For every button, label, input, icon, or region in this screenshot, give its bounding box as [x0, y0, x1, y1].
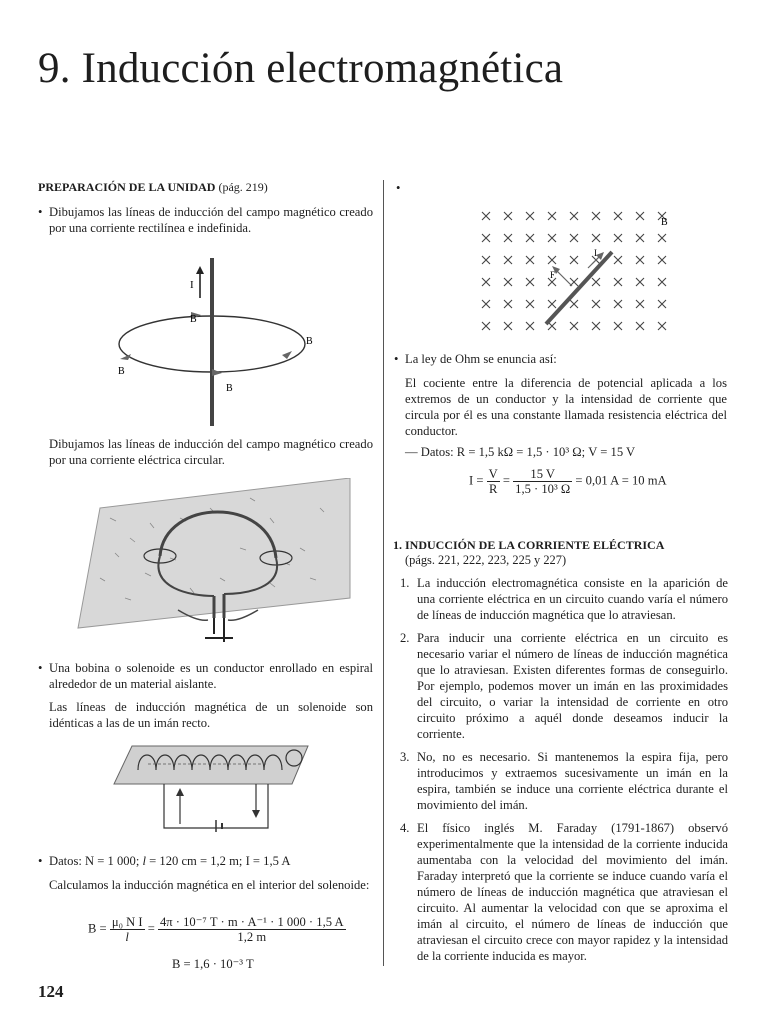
field-cross-mark [526, 278, 534, 286]
figure-circular-loop-field [70, 478, 352, 654]
datos-ohm: — Datos: R = 1,5 kΩ = 1,5 · 10³ Ω; V = 15 V [405, 445, 636, 459]
field-cross-mark [614, 212, 622, 220]
field-cross-mark [636, 322, 644, 330]
fraction-2 [158, 915, 346, 944]
formula-ohm-eq: = [502, 473, 510, 488]
section-heading-preparacion [38, 180, 268, 195]
field-cross-mark [482, 300, 490, 308]
answer-item-3 [400, 749, 728, 813]
paragraph-circular: Dibujamos las líneas de inducción del campo magnético creado por una corriente eléctrica circular. [49, 437, 373, 467]
field-cross-mark [636, 256, 644, 264]
field-cross-mark [504, 278, 512, 286]
field-cross-mark [636, 278, 644, 286]
column-divider [383, 180, 384, 966]
field-cross-mark [614, 300, 622, 308]
field-cross-mark [592, 322, 600, 330]
label-B-top: B [190, 314, 197, 325]
answer-number: 4. [400, 821, 410, 835]
field-cross-mark [636, 300, 644, 308]
field-cross-mark [658, 300, 666, 308]
formula-I-lhs: I = [469, 473, 484, 488]
bullet-figure-marker: • [396, 181, 401, 195]
formula-ohm-result: = 0,01 A = 10 mA [575, 473, 667, 488]
fraction-1-denominator [110, 930, 145, 944]
answer-number: 1. [400, 576, 410, 590]
formula-B-lhs: B = [88, 921, 107, 936]
field-cross-mark [614, 234, 622, 242]
answer-text: Para inducir una corriente eléctrica en un circuito es necesario variar el número de líneas de inducción magnética que lo atraviesan. Existen diferentes formas de conseguirlo. Por ejemplo, podemos mover un imán en las proximidades del circuito, o variar la intensidad de corriente en otro circuito próximo a aquél donde deseamos inducir la corriente. [417, 631, 728, 741]
field-cross-mark [504, 234, 512, 242]
field-cross-mark [592, 234, 600, 242]
field-cross-mark [614, 322, 622, 330]
formula-eq: = [147, 921, 155, 936]
datos-pre: Datos: N = 1 000; [49, 854, 143, 868]
field-cross-mark [570, 234, 578, 242]
formula-solenoid [88, 915, 346, 944]
answer-number: 3. [400, 750, 410, 764]
answer-number: 2. [400, 631, 410, 645]
field-cross-mark [658, 234, 666, 242]
page-number: 124 [38, 982, 64, 1001]
bullet-ohm: • La ley de Ohm se enuncia así: [405, 351, 727, 367]
answer-text: El físico inglés M. Faraday (1791-1867) observó experimentalmente que la intensidad de la corriente inducida aumentaba con la velocidad del movimiento del imán. Faraday interpretó que la corriente se induce cuando varía el número de líneas de inducción magnética que atraviesan el circuito. Al aumentar la velocidad con que se aproxima el imán al circuito, el número de líneas de inducción que atraviesan el circuito crece con mayor rapidez y la intensidad de la corriente inducida es mayor. [417, 821, 728, 963]
figure-solenoid [108, 740, 316, 832]
fraction-ohm-1 [487, 467, 500, 496]
fraction-ohm-2-denominator: 1,5 · 10³ Ω [515, 482, 571, 496]
answer-item-1 [400, 575, 728, 623]
field-cross-mark [636, 234, 644, 242]
field-cross-mark [548, 212, 556, 220]
figure-straight-wire-field [104, 258, 330, 428]
field-cross-mark [614, 278, 622, 286]
label-B-left: B [118, 366, 125, 377]
label-B: B [661, 217, 668, 228]
paragraph-solenoide: Las líneas de inducción magnética de un solenoide son idénticas a las de un imán recto. [49, 700, 373, 730]
figure-magnetic-field-crosses [470, 206, 676, 336]
fraction-ohm-2 [513, 467, 572, 496]
field-cross-mark [526, 300, 534, 308]
field-cross-mark [592, 278, 600, 286]
field-cross-mark [636, 212, 644, 220]
field-cross-mark [482, 212, 490, 220]
answer-text: No, no es necesario. Si mantenemos la espira fija, pero introducimos y extraemos sucesivamente un imán en la espira, también se induce una corriente eléctrica durante el movimiento del imán. [417, 750, 728, 812]
heading-ref: (pág. 219) [218, 180, 268, 194]
field-cross-mark [658, 256, 666, 264]
section-heading-induccion: 1. INDUCCIÓN DE LA CORRIENTE ELÉCTRICA [393, 538, 665, 552]
label-F: F [550, 270, 556, 280]
field-cross-mark [504, 300, 512, 308]
fraction-1-denominator-text: l [125, 930, 129, 944]
field-cross-mark [548, 234, 556, 242]
field-cross-mark [570, 256, 578, 264]
formula-result: B = 1,6 · 10⁻³ T [172, 957, 254, 971]
field-cross-mark [592, 300, 600, 308]
field-cross-mark [570, 212, 578, 220]
field-cross-mark [614, 256, 622, 264]
bullet-rectilinea: • Dibujamos las líneas de inducción del campo magnético creado por una corriente rectilínea e indefinida. [49, 204, 373, 236]
datos-post: = 120 cm = 1,2 m; I = 1,5 A [146, 854, 291, 868]
field-cross-mark [570, 300, 578, 308]
field-cross-mark [526, 234, 534, 242]
fraction-1 [110, 915, 145, 944]
field-cross-mark [482, 278, 490, 286]
field-cross-mark [482, 256, 490, 264]
label-B-bottom: B [226, 383, 233, 394]
answer-item-2 [400, 630, 728, 742]
field-cross-mark [548, 256, 556, 264]
field-cross-mark [526, 212, 534, 220]
field-cross-mark [592, 212, 600, 220]
page-title: 9. Inducción electromagnética [38, 45, 564, 92]
fraction-ohm-2-numerator: 15 V [513, 467, 572, 482]
fraction-1-numerator: μ₀ N I [111, 915, 143, 929]
field-cross-mark [504, 322, 512, 330]
formula-ohm [469, 467, 667, 496]
answer-item-4 [400, 820, 728, 964]
heading-text: PREPARACIÓN DE LA UNIDAD [38, 180, 216, 194]
datos-l-symbol: l [142, 854, 147, 868]
field-cross-mark [504, 212, 512, 220]
fraction-2-numerator: 4π · 10⁻⁷ T · m · A⁻¹ · 1 000 · 1,5 A [159, 915, 344, 929]
fraction-2-denominator: 1,2 m [237, 930, 267, 944]
field-cross-mark [570, 322, 578, 330]
label-I: I [190, 279, 194, 291]
field-cross-mark [526, 322, 534, 330]
answer-list [400, 575, 728, 964]
label-I-right: I [594, 248, 597, 258]
fraction-ohm-1-numerator: V [488, 467, 498, 481]
field-cross-mark [548, 300, 556, 308]
field-cross-mark [658, 322, 666, 330]
bullet-solenoide: • Una bobina o solenoide es un conductor enrollado en espiral alrededor de un material aislante. [49, 660, 373, 692]
bullet-datos-solenoide [49, 853, 373, 869]
fraction-ohm-1-denominator: R [488, 482, 498, 496]
answer-text: La inducción electromagnética consiste en la aparición de una corriente eléctrica en un circuito cuando varía el número de líneas de inducción magnética que lo atraviesan. [417, 576, 728, 622]
field-cross-mark [482, 322, 490, 330]
field-cross-mark [482, 234, 490, 242]
paragraph-ohm: El cociente entre la diferencia de potencial aplicada a los extremos de un conductor y la intensidad de corriente que circula por él es una constante llamada resistencia eléctrica del conductor. [405, 376, 727, 438]
label-B-right: B [306, 336, 313, 347]
section-heading-induccion-ref: (págs. 221, 222, 223, 225 y 227) [405, 553, 567, 567]
field-cross-mark [526, 256, 534, 264]
paragraph-calculo: Calculamos la inducción magnética en el interior del solenoide: [49, 878, 370, 892]
field-cross-mark [658, 278, 666, 286]
field-cross-mark [504, 256, 512, 264]
